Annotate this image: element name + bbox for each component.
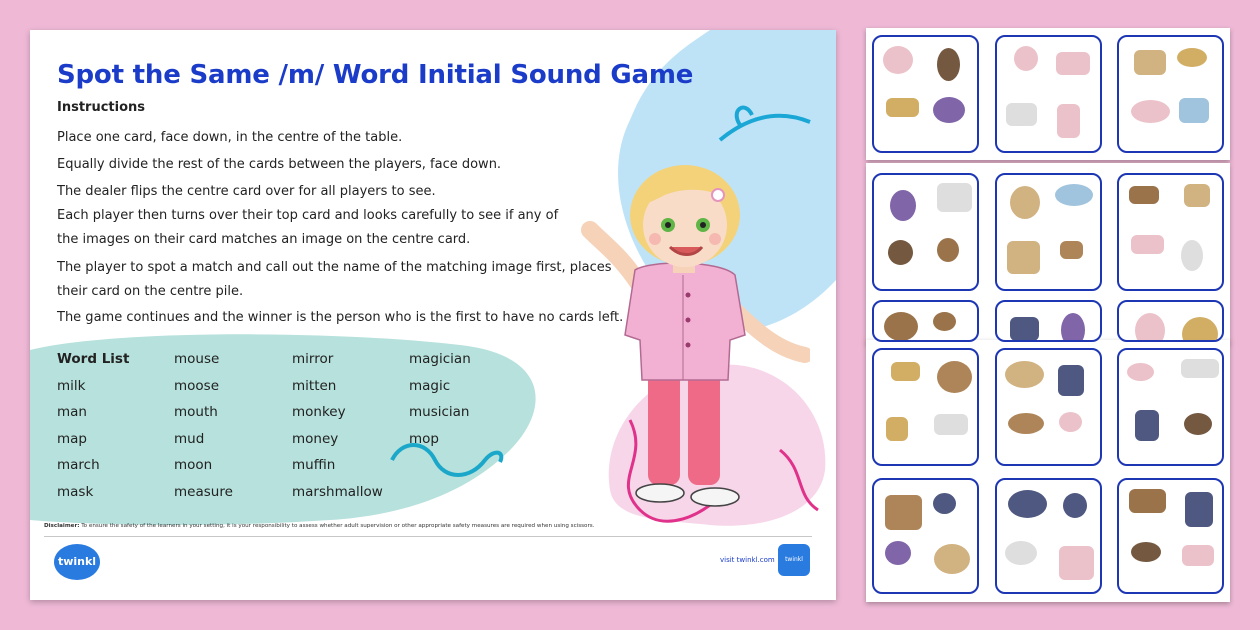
card-picture <box>933 97 965 123</box>
picture-card <box>872 478 979 594</box>
picture-card <box>995 300 1102 342</box>
word-item: milk <box>57 377 86 394</box>
card-picture <box>1182 317 1218 342</box>
card-picture <box>884 312 918 341</box>
word-item: moon <box>174 457 213 473</box>
picture-card <box>1117 300 1224 342</box>
card-picture <box>934 414 968 435</box>
picture-card <box>995 173 1102 291</box>
instruction-step: Equally divide the rest of the cards between the players, face down. <box>57 157 502 172</box>
instruction-step: Each player then turns over their top card and looks carefully to see if any of the images on their card matches an image on the centre card. <box>57 208 559 247</box>
card-picture <box>1135 410 1159 441</box>
twinkl-logo: twinkl <box>54 544 100 580</box>
instruction-step: The player to spot a match and call out the name of the matching image first, places their card on the centre pile. <box>57 260 612 299</box>
card-picture <box>1184 413 1212 435</box>
card-picture <box>1063 493 1087 518</box>
word-item: man <box>57 404 87 420</box>
page-title: Spot the Same /m/ Word Initial Sound Game <box>57 60 694 90</box>
card-picture <box>1129 489 1166 513</box>
card-picture <box>1129 186 1159 204</box>
card-picture <box>1060 241 1083 259</box>
card-picture <box>1059 412 1082 432</box>
disclaimer-label: Disclaimer: <box>44 523 80 529</box>
card-picture <box>1184 184 1210 207</box>
card-picture <box>937 48 960 81</box>
visit-link[interactable]: visit twinkl.com <box>720 556 775 564</box>
word-item: mop <box>409 430 439 447</box>
quality-badge: twinkl <box>778 544 810 576</box>
card-picture <box>886 98 919 117</box>
card-picture <box>1014 46 1038 71</box>
instruction-step: The game continues and the winner is the person who is the first to have no cards left. <box>57 310 624 325</box>
picture-card <box>1117 35 1224 153</box>
picture-card <box>1117 173 1224 291</box>
card-picture <box>937 238 959 262</box>
word-item: measure <box>174 483 233 500</box>
picture-card <box>872 35 979 153</box>
card-picture <box>1010 186 1040 219</box>
card-picture <box>934 544 970 574</box>
word-item: mud <box>174 430 205 447</box>
card-picture <box>1127 363 1154 381</box>
card-picture <box>1181 240 1203 271</box>
card-picture <box>1010 317 1039 341</box>
card-picture <box>937 361 972 393</box>
card-picture <box>1177 48 1207 67</box>
card-picture <box>1181 359 1219 378</box>
picture-card <box>872 300 979 342</box>
word-item: mouth <box>174 404 218 420</box>
picture-card <box>995 35 1102 153</box>
disclaimer-text: To ensure the safety of the learners in your setting, it is your responsibility to assess whether adult supervision or other appropriate safety measures are required when using scissors. <box>81 523 595 529</box>
card-picture <box>1057 104 1080 138</box>
card-picture <box>1059 546 1094 580</box>
picture-card <box>1117 478 1224 594</box>
card-picture <box>883 46 913 74</box>
card-picture <box>1131 235 1164 254</box>
disclaimer <box>44 523 594 529</box>
card-picture <box>1055 184 1093 206</box>
word-item: mitten <box>292 377 337 394</box>
word-item: map <box>57 430 87 447</box>
card-picture <box>1179 98 1209 123</box>
word-item: muffin <box>292 457 336 473</box>
picture-card <box>995 478 1102 594</box>
card-picture <box>1135 313 1165 342</box>
card-picture <box>1005 541 1037 565</box>
word-item: mirror <box>292 351 334 367</box>
instructions-heading: Instructions <box>57 100 146 115</box>
card-picture <box>1008 490 1047 518</box>
word-item: musician <box>409 404 470 420</box>
card-picture <box>885 541 911 565</box>
girl-illustration <box>570 135 810 515</box>
word-item: mask <box>57 483 94 500</box>
picture-card <box>1117 348 1224 466</box>
card-picture <box>933 312 956 331</box>
word-item: march <box>57 457 100 473</box>
card-picture <box>937 183 972 212</box>
card-picture <box>1185 492 1213 527</box>
word-item: money <box>292 430 339 447</box>
card-picture <box>888 240 913 265</box>
game-sheet <box>30 30 836 600</box>
card-picture <box>1008 413 1044 434</box>
card-picture <box>1007 241 1040 274</box>
card-picture <box>1058 365 1084 396</box>
card-picture <box>886 417 908 441</box>
card-picture <box>890 190 916 221</box>
card-picture <box>1131 542 1161 562</box>
instruction-step: Place one card, face down, in the centre of the table. <box>57 130 403 145</box>
card-picture <box>1006 103 1037 126</box>
card-picture <box>1061 313 1085 342</box>
card-picture <box>1005 361 1044 388</box>
card-picture <box>1131 100 1170 123</box>
picture-card <box>872 173 979 291</box>
card-picture <box>891 362 920 381</box>
picture-card <box>995 348 1102 466</box>
card-picture <box>933 493 956 514</box>
word-item: marshmallow <box>292 483 383 500</box>
word-item: magician <box>409 351 471 367</box>
footer-divider <box>44 536 812 537</box>
word-item: monkey <box>292 404 346 420</box>
card-picture <box>885 495 922 530</box>
card-picture <box>1134 50 1166 75</box>
word-item: mouse <box>174 351 220 367</box>
word-list-heading: Word List <box>57 351 130 367</box>
card-picture <box>1056 52 1090 75</box>
instruction-step: The dealer flips the centre card over for all players to see. <box>57 184 436 199</box>
picture-card <box>872 348 979 466</box>
card-picture <box>1182 545 1214 566</box>
word-item: magic <box>409 377 451 394</box>
instructions-list <box>57 126 657 330</box>
word-item: moose <box>174 377 220 394</box>
